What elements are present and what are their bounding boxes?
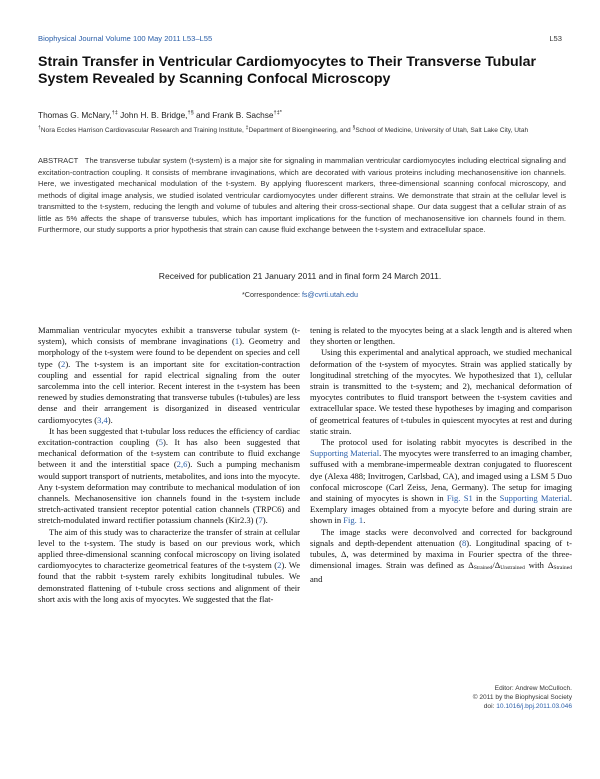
figure-1-link[interactable]: Fig. 1 [343, 515, 364, 526]
doi-line [310, 702, 572, 711]
author-name: John H. B. Bridge, [120, 110, 188, 120]
text-run: ). Longitudinal spacing of t-tubules, Δ, was determined by maxima in Fourier spectra of the three-dimensional images. Strain was defined as Δ [310, 537, 572, 571]
author-marks: †§ [187, 110, 194, 117]
doi-link[interactable]: 10.1016/j.bpj.2011.03.046 [496, 703, 572, 710]
text-run: ). [107, 414, 113, 425]
paragraph: Using this experimental and analytical approach, we studied mechanical deformation of the t-system of myocytes. Strain was applied statically by longitudinal stretching of the myocytes. We hypothesized that 1), cellular strain is transmitted to the t-system; and 2), mechanical deformation of myocytes contributes to fluid transport between the t-system cavities and extracellular space. We tested these hypotheses by imaging and comparison of geometrical features of t-tubules in quiescent myocytes at rest and during static strain. [310, 347, 572, 436]
paragraph: tening is related to the myocytes being at a slack length and is altered when they shorten or lengthen. [310, 325, 572, 347]
correspondence-label: *Correspondence: [242, 290, 302, 299]
correspondence [0, 290, 600, 299]
text-run: It has been suggested that t-tubular loss reduces the efficiency of cardiac excitation-contraction coupling ( [38, 425, 300, 448]
reference-link[interactable]: 2,6 [176, 459, 188, 470]
text-run: ). Geometry and morphology of the t-system were found to be dependent on species and cell type ( [38, 336, 300, 369]
abstract [38, 155, 566, 236]
reference-link[interactable]: 2 [277, 560, 282, 571]
paragraph [310, 437, 572, 527]
right-column [310, 325, 572, 586]
affiliation-mark: ‡ [245, 125, 249, 131]
reference-link[interactable]: 3,4 [97, 414, 108, 425]
figure-s1-link[interactable]: Fig. S1 [446, 493, 473, 504]
paragraph [38, 325, 300, 426]
reference-link[interactable]: 2 [61, 358, 66, 369]
reference-link[interactable]: 7 [258, 515, 263, 526]
text-run: . Exemplary images obtained from a myocyte before and during strain are shown in [310, 493, 573, 526]
running-head [38, 34, 562, 43]
affiliation-mark: † [38, 125, 41, 131]
affiliations [38, 124, 566, 135]
subscript: Strained [473, 565, 493, 572]
author-name: Thomas G. McNary, [38, 110, 112, 120]
abstract-text: The transverse tubular system (t-system) is a major site for signaling in mammalian ventricular cardiomyocytes including electrical signaling and excitation-contraction coupling. It consists of membrane invaginations, which are decorated with various proteins including mechanosensitive ion channels. Here, we investigated mechanical modulation of the t-system. By applying fluorescent markers, three-dimensional scanning confocal microscopy, and methods of digital image analysis, we studied isolated ventricular cardiomyocytes under different strains. We demonstrate that strain at the cellular level is transmitted to the t-system, reducing the length and volume of tubules and altering their cross-sectional shape. Our data suggest that a cellular strain of as little as 5% affects the shape of transverse tubules, which has important implications for the function of mechanosensitive ion channels found in them. Furthermore, our study supports a prior hypothesis that strain can cause fluid exchange between the t-system and extracellular space. [38, 156, 567, 234]
reference-link[interactable]: 1 [234, 336, 240, 347]
paragraph [38, 426, 300, 527]
text-run: in the [472, 493, 500, 504]
text-run: The aim of this study was to characterize the transfer of strain at cellular level to the t-system. The study is based on our previous work, which applied three-dimensional scanning confocal microscopy on living isolated cardiomyocytes to characterize geometrical features of the t-system ( [38, 526, 300, 571]
doi-label: doi: [483, 703, 497, 710]
text-run: with Δ [524, 560, 554, 571]
subscript: Unstrained [500, 565, 525, 572]
author-marks: †‡* [273, 110, 282, 117]
text-run: . The myocytes were transferred to an imaging chamber, suffused with a membrane-impermeable dextran conjugated to fluorescent dye (Alexa 488; Invitrogen, Carlsbad, CA), and imaged using a LSM 5 Duo confocal microscope (Carl Zeiss, Jena, Germany). The setup for imaging and staining of myocytes is shown in [310, 448, 572, 504]
author-list [38, 110, 282, 120]
correspondence-email-link[interactable]: fs@cvrti.utah.edu [301, 290, 358, 299]
text-run: The protocol used for isolating rabbit myocytes is described in the [321, 437, 572, 448]
page-number: L53 [549, 34, 562, 43]
received-date: Received for publication 21 January 2011 and in final form 24 March 2011. [158, 271, 442, 281]
supporting-material-link[interactable]: Supporting Material [499, 493, 570, 504]
journal-citation: Biophysical Journal Volume 100 May 2011 L53–L55 [38, 34, 213, 43]
paragraph [310, 527, 572, 586]
article-title: Strain Transfer in Ventricular Cardiomyocytes to Their Transverse Tubular System Revealed by Scanning Confocal Microscopy [38, 54, 537, 87]
reference-link[interactable]: 8 [462, 537, 467, 548]
text-run: Mammalian ventricular myocytes exhibit a transverse tubular system (t-system), which consists of membrane invaginations ( [38, 325, 300, 347]
affiliation-mark: § [352, 125, 356, 131]
subscript: Strained [553, 565, 572, 572]
supporting-material-link[interactable]: Supporting Material [310, 448, 380, 459]
text-run: ). Such a pumping mechanism would support transport of nutrients, metabolites, and ions into the myocyte. Any t-system deformation may contribute to mechanical modulation of ion channels. Mechanosensitive ion channels found in the t-system include stretch-activated transient receptor potential cation channels (TRPC6) and stretch-modulated inward rectifier potassium channels (Kir2.3) ( [38, 459, 300, 526]
text-run: The image stacks were deconvolved and corrected for background signals and depth-dependent attenuation ( [310, 526, 572, 548]
copyright: © 2011 by the Biophysical Society [472, 694, 572, 701]
text-run: ). We found that the rabbit t-system rarely exhibits longitudinal tubules. We demonstrated flattening of t-tubule cross sections and alignment of their short axis with the long axis of myocytes. We suggested that the flat- [38, 560, 300, 604]
affiliation-text: School of Medicine, University of Utah, Salt Lake City, Utah [355, 127, 529, 135]
left-column [38, 325, 300, 605]
text-run: ). It has also been suggested that mechanical deformation of the t-system can contribute to fluid exchange between it and the interstitial space ( [38, 437, 300, 470]
affiliation-text: Department of Bioengineering, and [248, 127, 353, 135]
author-name: and Frank B. Sachse [196, 110, 274, 120]
editor-note: Editor: Andrew McCulloch. [494, 685, 572, 692]
text-run: ). [262, 515, 268, 526]
footer-block [310, 684, 572, 711]
author-marks: †‡ [111, 110, 118, 117]
text-run: . [363, 515, 366, 526]
text-run: /Δ [492, 560, 501, 571]
paragraph [38, 527, 300, 605]
text-run: and [310, 574, 323, 585]
reference-link[interactable]: 5 [158, 437, 164, 448]
affiliation-text: Nora Eccles Harrison Cardiovascular Research and Training Institute, [40, 127, 246, 135]
abstract-label: ABSTRACT [38, 156, 79, 165]
text-run: ). The t-system is an important site for excitation-contraction coupling and essential for rapid electrical signaling from the outer sarcolemma into the cell interior. Recent interest in the t-system has been renewed by studies demonstrating that transverse tubules (t-tubules) are less dense and their arrangement is disorganized in diseased ventricular cardiomyocytes ( [38, 358, 301, 425]
